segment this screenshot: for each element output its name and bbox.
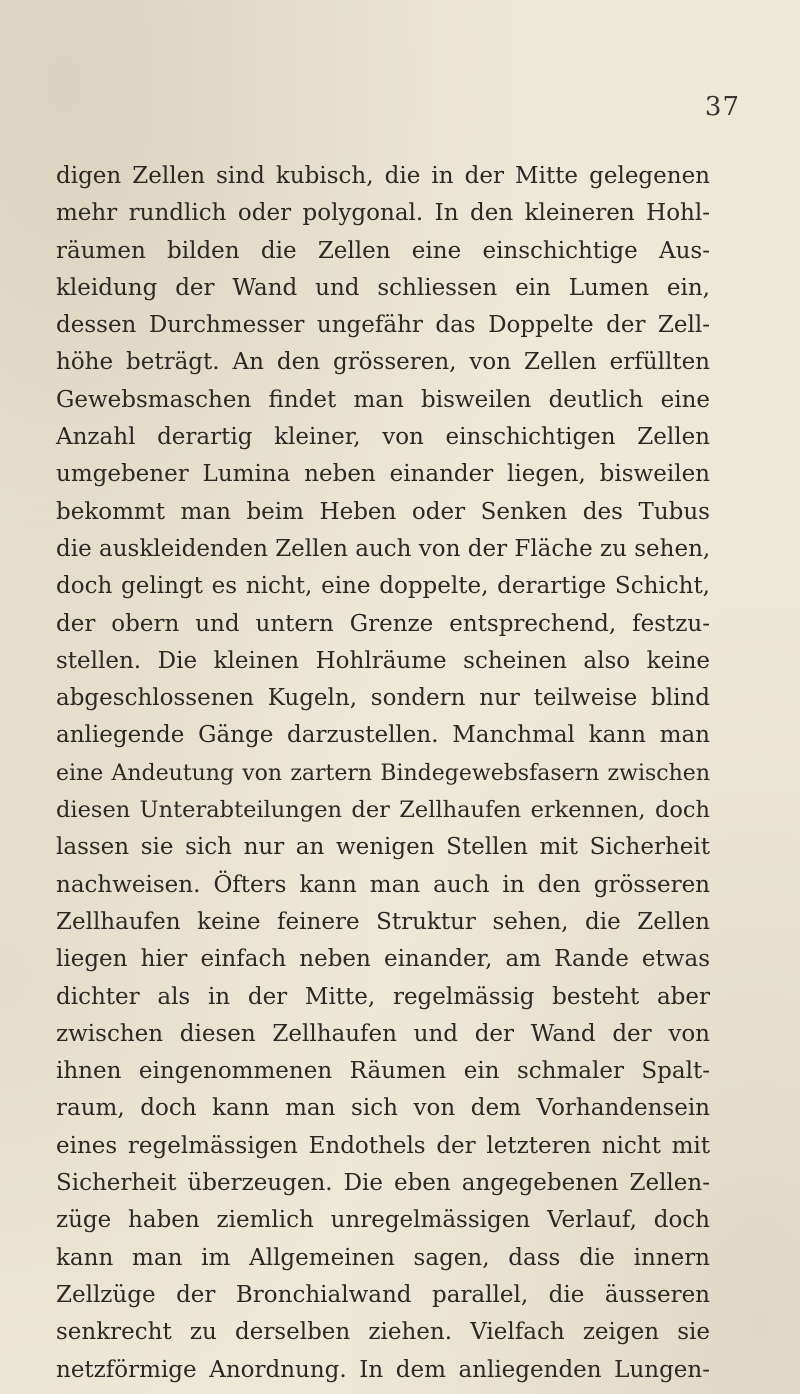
text-line: höhe beträgt. An den grösseren, von Zellen erfüllten [56,349,710,376]
text-line: lassen sie sich nur an wenigen Stellen mit Sicherheit [56,834,710,861]
text-line: doch gelingt es nicht, eine doppelte, derartige Schicht, [56,573,710,600]
text-line: züge haben ziemlich unregelmässigen Verlauf, doch [56,1207,710,1234]
text-line: die auskleidenden Zellen auch von der Fläche zu sehen, [56,535,711,562]
text-line: raum, doch kann man sich von dem Vorhandensein [56,1095,710,1122]
text-line: abgeschlossenen Kugeln, sondern nur teilweise blind [56,685,710,712]
text-line: Zellhaufen keine feinere Struktur sehen, die Zellen [56,908,710,935]
text-line: stellen. Die kleinen Hohlräume scheinen also keine [56,647,710,674]
text-line: mehr rundlich oder polygonal. In den kleineren Hohl- [56,200,710,227]
text-line: senkrecht zu derselben ziehen. Vielfach zeigen sie [56,1319,710,1346]
text-line: kleidung der Wand und schliessen ein Lumen ein, [56,274,710,301]
text-line: dichter als in der Mitte, regelmässig besteht aber [56,983,710,1010]
text-line: Zellzüge der Bronchialwand parallel, die äusseren [56,1281,710,1308]
text-line: bekommt man beim Heben oder Senken des Tubus [56,498,710,525]
body-paragraph [56,158,710,1389]
text-line: zwischen diesen Zellhaufen und der Wand der von [56,1020,710,1047]
text-line: Sicherheit überzeugen. Die eben angegebenen Zellen- [56,1170,710,1197]
text-line: liegen hier einfach neben einander, am Rande etwas [56,946,710,973]
text-line: räumen bilden die Zellen eine einschichtige Aus- [56,237,710,264]
text-line: Anzahl derartig kleiner, von einschichtigen Zellen [56,424,710,451]
text-line: digen Zellen sind kubisch, die in der Mitte gelegenen [56,163,710,189]
text-line: umgebener Lumina neben einander liegen, bisweilen [56,461,710,488]
text-line: eine Andeutung von zartern Bindegewebsfasern zwischen [56,760,710,786]
text-line: diesen Unterabteilungen der Zellhaufen erkennen, doch [56,797,710,824]
text-line: ihnen eingenommenen Räumen ein schmaler Spalt- [56,1058,710,1085]
text-line: kann man im Allgemeinen sagen, dass die innern [56,1244,710,1271]
text-line: der obern und untern Grenze entsprechend, festzu- [56,610,710,637]
text-line: Gewebsmaschen findet man bisweilen deutlich eine [56,386,710,413]
text-line: nachweisen. Öfters kann man auch in den grösseren [56,871,710,898]
text-line: anliegende Gänge darzustellen. Manchmal kann man [56,722,710,749]
text-line: netzförmige Anordnung. In dem anliegenden Lungen- [56,1356,710,1383]
page-number: 37 [704,92,740,122]
text-line: dessen Durchmesser ungefähr das Doppelte der Zell- [56,312,710,339]
text-line: eines regelmässigen Endothels der letzteren nicht mit [56,1132,710,1159]
